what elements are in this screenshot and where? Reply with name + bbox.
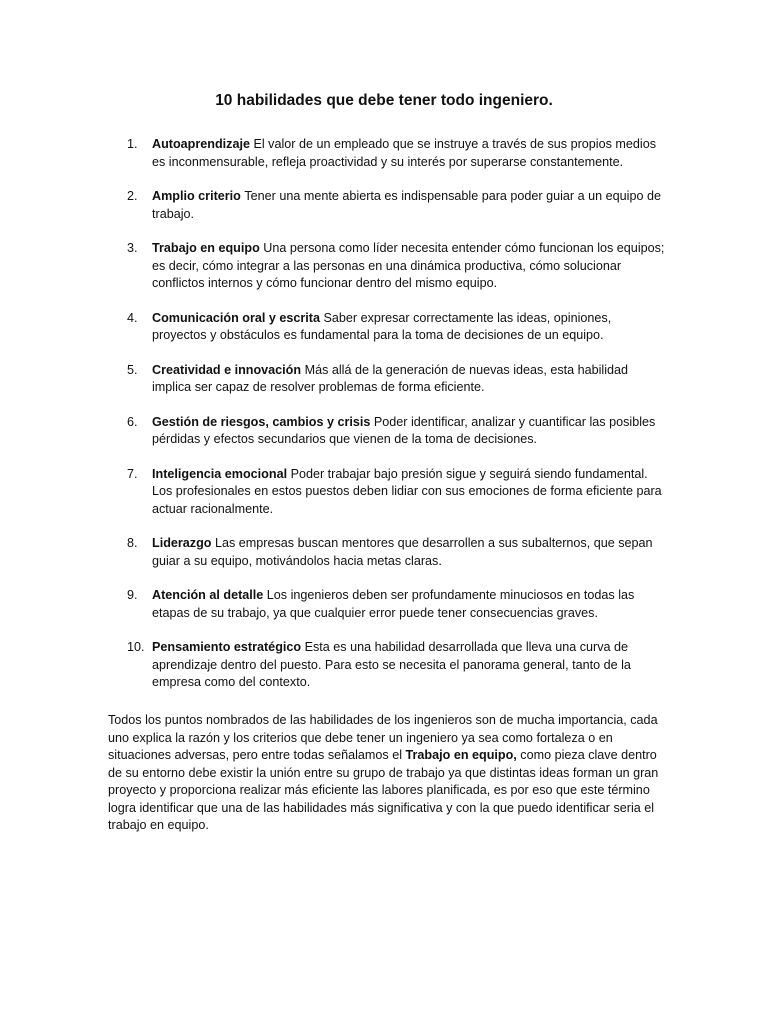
item-description: Los ingenieros deben ser profundamente minuciosos en todas las etapas de su trabajo, ya que cualquier error puede tener consecuencias graves.	[152, 588, 635, 620]
list-item	[127, 362, 667, 397]
item-number: 3.	[127, 241, 138, 255]
item-number: 8.	[127, 536, 138, 550]
item-description: Una persona como líder necesita entender cómo funcionan los equipos; es decir, cómo integrar a las personas en una dinámica productiva, cómo solucionar conflictos internos y cómo funcionar dentro del mismo equipo.	[152, 241, 665, 290]
document-title: 10 habilidades que debe tener todo ingeniero.	[215, 92, 553, 109]
list-item	[127, 310, 667, 345]
list-item	[127, 240, 667, 293]
item-name: Atención al detalle	[152, 588, 267, 602]
item-name: Liderazgo	[152, 536, 215, 550]
item-number: 2.	[127, 189, 138, 203]
item-description: Saber expresar correctamente las ideas, opiniones, proyectos y obstáculos es fundamental para la toma de decisiones de un equipo.	[152, 310, 612, 342]
item-name: Inteligencia emocional	[152, 466, 291, 481]
list-item	[127, 535, 667, 570]
item-description: Tener una mente abierta es indispensable para poder guiar a un equipo de trabajo.	[152, 189, 661, 221]
item-description: Poder identificar, analizar y cuantificar las posibles pérdidas y efectos secundarios que vienen de la toma de decisiones.	[152, 414, 656, 446]
item-number: 5.	[127, 362, 138, 377]
conclusion-text-before: Todos los puntos nombrados de las habilidades de los ingenieros son de mucha importancia, cada uno explica la razón y los criterios que debe tener un ingeniero ya sea como fortaleza o en situaciones adversas, pero entre todas señalamos el	[108, 713, 658, 762]
list-item	[127, 466, 667, 519]
item-number: 7.	[127, 466, 138, 481]
list-item	[127, 587, 667, 622]
item-description: Las empresas buscan mentores que desarrollen a sus subalternos, que sepan guiar a su equipo, motivándolos hacia metas claras.	[152, 536, 653, 568]
conclusion-paragraph	[108, 712, 668, 835]
item-name: Amplio criterio	[152, 189, 245, 203]
list-item	[127, 188, 667, 223]
item-number: 4.	[127, 310, 138, 325]
item-name: Trabajo en equipo	[152, 241, 264, 255]
item-number: 9.	[127, 588, 138, 602]
item-description: Poder trabajar bajo presión sigue y seguirá siendo fundamental. Los profesionales en estos puestos deben lidiar con sus emociones de forma eficiente para actuar racionalmente.	[152, 466, 662, 516]
item-number: 6.	[127, 414, 138, 429]
list-item	[127, 639, 667, 692]
item-description: El valor de un empleado que se instruye a través de sus propios medios es inconmensurable, refleja proactividad y su interés por superarse constantemente.	[152, 137, 656, 169]
item-description: Más allá de la generación de nuevas ideas, esta habilidad implica ser capaz de resolver problemas de forma eficiente.	[152, 362, 629, 394]
item-name: Comunicación oral y escrita	[152, 310, 324, 325]
item-name: Creatividad e innovación	[152, 362, 305, 377]
conclusion-highlight: Trabajo en equipo,	[405, 748, 517, 762]
item-number: 1.	[127, 137, 138, 151]
skills-list	[127, 136, 667, 692]
list-item	[127, 414, 667, 449]
item-name: Autoaprendizaje	[152, 137, 254, 151]
item-name: Gestión de riesgos, cambios y crisis	[152, 414, 374, 429]
item-name: Pensamiento estratégico	[152, 640, 305, 654]
item-description: Esta es una habilidad desarrollada que lleva una curva de aprendizaje dentro del puesto. Para esto se necesita el panorama general, tanto de la empresa como del contexto.	[152, 640, 631, 689]
item-number: 10.	[127, 640, 145, 654]
conclusion-text-after: como pieza clave dentro de su entorno debe existir la unión entre su grupo de trabajo ya que distintas ideas forman un gran proyecto y proporciona realizar más eficiente las labores planificada, es por eso que este término logra identificar que una de las habilidades más significativa y con la que puedo identificar seria el trabajo en equipo.	[108, 748, 659, 832]
list-item	[127, 136, 667, 171]
